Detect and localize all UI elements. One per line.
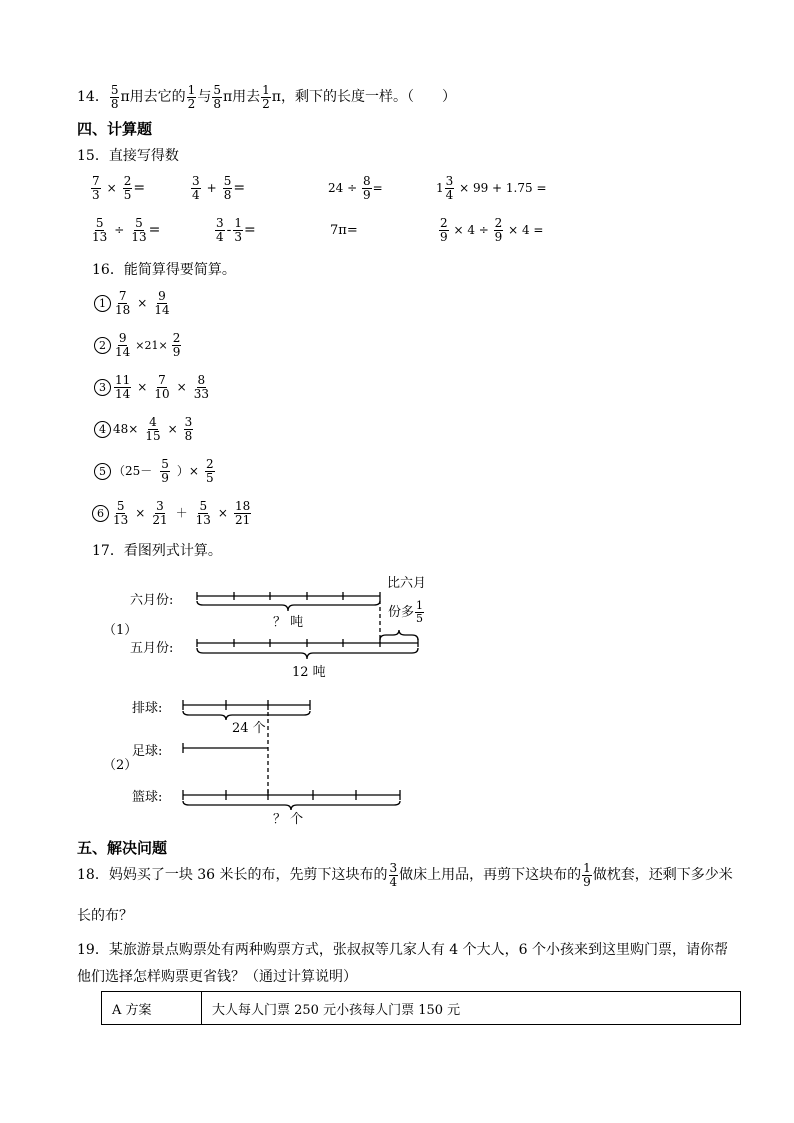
june-unknown-label: ？ 吨 <box>273 615 304 630</box>
q16-item-2: 2 $\frac{9}{14}$ ×21× $\frac{2}{9}$ <box>94 328 182 362</box>
q14-text: ，剩下的长度一样。（ ） <box>281 89 456 105</box>
compare-note-line2: 份多 $\frac{1}{5}$ <box>388 598 424 625</box>
question-19-line-1: 19．某旅游景点购票处有两种购票方式，张叔叔等几家人有 4 个大人，6 个小孩来到这里购门票，请你帮 <box>77 942 728 958</box>
q16-item-3: 3 $\frac{11}{14}$ × $\frac{7}{10}$ × $\frac{8}{33}$ <box>94 370 211 404</box>
question-19-line-2: 他们选择怎样购票更省钱？（通过计算说明） <box>77 969 357 985</box>
question-18-line-2: 长的布？ <box>77 908 133 924</box>
fraction: $\frac{5}{8}$ <box>213 82 221 111</box>
question-18-line-1: 18．妈妈买了一块 36 米长的布，先剪下这块布的 $\frac{3}{4}$ 做床上用品，再剪下这块布的 $\frac{1}{9}$ 做枕套，还剩下多少米 <box>77 860 733 889</box>
basketball-unknown-label: ？ 个 <box>273 812 304 827</box>
diagram-2 <box>183 700 400 810</box>
question-16-title: 16．能简算得要简算。 <box>92 262 236 278</box>
fraction: $\frac{1}{2}$ <box>262 82 270 111</box>
diagram-1-label: （1） <box>103 623 138 638</box>
q15-row-2: $\frac{5}{13}$ ÷ $\frac{5}{13}$ = <box>92 215 161 244</box>
section-4-title: 四、计算题 <box>77 120 153 138</box>
question-17-title: 17．看图列式计算。 <box>92 543 222 559</box>
pi-symbol: π <box>271 89 281 105</box>
q15-item: $\frac{3}{4}$ - $\frac{1}{3}$ = <box>216 215 256 244</box>
q16-item-4: 4 48× $\frac{4}{15}$ × $\frac{3}{8}$ <box>94 412 194 446</box>
volleyball-count-label: 24 个 <box>232 721 266 736</box>
q15-row-1: $\frac{7}{3}$ × $\frac{2}{5}$ = <box>92 173 146 202</box>
q16-item-6: 6 $\frac{5}{13}$ × $\frac{3}{21}$ ＋ $\frac{5}{13}$ × $\frac{18}{21}$ <box>92 496 252 530</box>
pi-symbol: π <box>222 89 233 105</box>
may-label: 五月份: <box>130 641 174 656</box>
q16-item-1: 1 $\frac{7}{18}$ × $\frac{9}{14}$ <box>94 286 172 320</box>
fraction: $\frac{5}{8}$ <box>110 82 119 111</box>
diagram-1 <box>197 592 418 659</box>
q16-item-5: 5 （25－ $\frac{5}{9}$ ）× $\frac{2}{5}$ <box>94 454 216 488</box>
section-5-title: 五、解决问题 <box>77 839 168 857</box>
q14-number: 14． <box>77 89 109 105</box>
table-cell-price: 大人每人门票 250 元小孩每人门票 150 元 <box>212 1002 461 1018</box>
q15-item: 24 ÷ $\frac{8}{9}$ = <box>328 173 383 202</box>
may-total-label: 12 吨 <box>292 665 326 680</box>
q15-item: $\frac{3}{4}$ + $\frac{5}{8}$ = <box>192 173 246 202</box>
compare-note-line1: 比六月 <box>387 576 427 591</box>
table-cell-plan: A 方案 <box>102 992 202 1024</box>
basketball-label: 篮球: <box>132 790 163 805</box>
q14-text: 与 <box>197 89 212 105</box>
pi-symbol: π <box>120 89 130 105</box>
ticket-table <box>101 991 741 1025</box>
q15-item: 1 $\frac{3}{4}$ × 99 + 1.75 = <box>436 173 547 202</box>
q15-item: $\frac{2}{9}$ × 4 ÷ $\frac{2}{9}$ × 4 = <box>440 215 544 244</box>
june-label: 六月份: <box>130 593 174 608</box>
q14-text: 用去 <box>232 89 261 105</box>
q14-text: 用去它的 <box>129 89 186 105</box>
diagram-2-label: （2） <box>103 758 138 773</box>
volleyball-label: 排球: <box>132 701 163 716</box>
question-15-title: 15．直接写得数 <box>77 148 179 164</box>
football-label: 足球: <box>132 744 163 759</box>
q15-item: 7π= <box>330 222 358 238</box>
fraction: $\frac{1}{2}$ <box>187 82 196 111</box>
